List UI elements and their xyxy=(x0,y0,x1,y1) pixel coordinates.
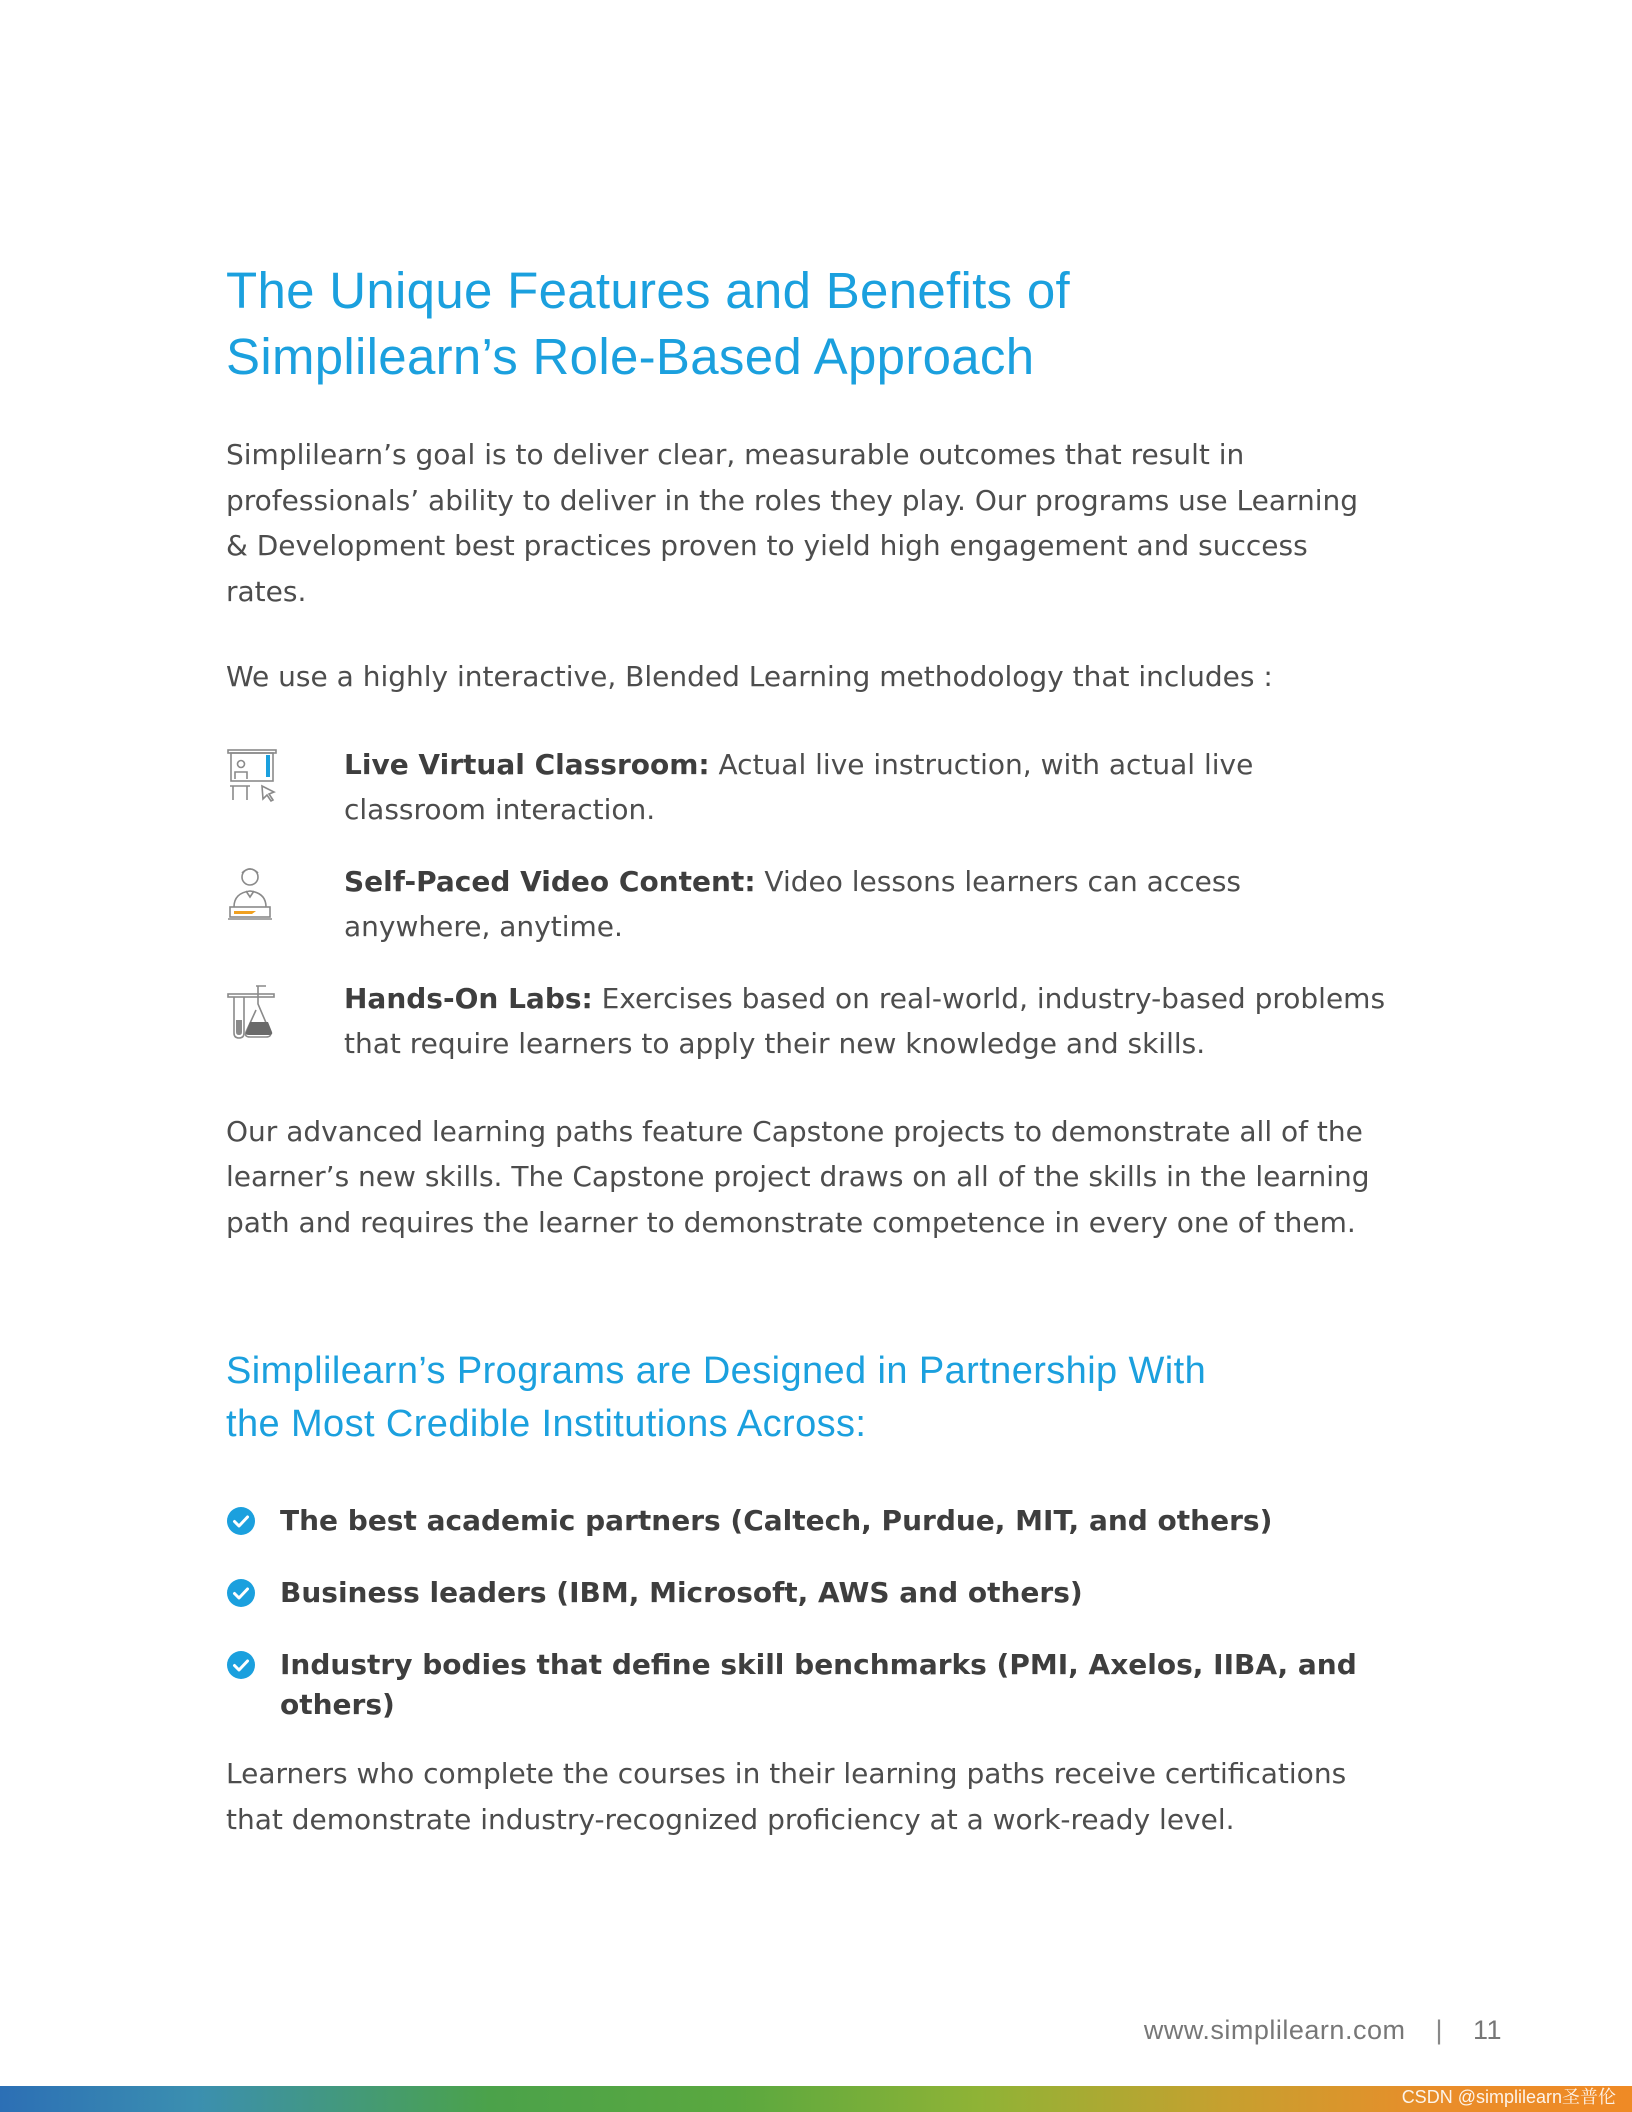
list-item xyxy=(226,1573,1386,1613)
video-learner-icon xyxy=(226,863,278,927)
page-content xyxy=(226,258,1386,1842)
footer-separator: | xyxy=(1435,2015,1443,2045)
classroom-icon xyxy=(226,746,278,810)
capstone-paragraph: Our advanced learning paths feature Capstone projects to demonstrate all of the learner’s new skills. The Capstone project draws on all of the skills in the learning path and requires the learner to demonstrate competence in every one of them. xyxy=(226,1114,1370,1239)
page-title-line-1: The Unique Features and Benefits of xyxy=(226,262,1071,319)
partners-heading-line-2: the Most Credible Institutions Across: xyxy=(226,1403,867,1445)
outro-paragraph: Learners who complete the courses in their learning paths receive certifications that demonstrate industry-recognized proficiency at a work-ready level. xyxy=(226,1757,1347,1836)
list-item xyxy=(226,1645,1386,1725)
feature-item-live-virtual-classroom xyxy=(226,742,1386,833)
check-circle-icon xyxy=(226,1506,256,1536)
feature-description: Exercises based on real-world, industry-based problems that require learners to apply their new knowledge and skills. xyxy=(344,981,1386,1060)
list-item-text: Business leaders (IBM, Microsoft, AWS and others) xyxy=(280,1576,1083,1609)
methodology-lead: We use a highly interactive, Blended Learning methodology that includes : xyxy=(226,660,1273,693)
footer-url-link[interactable]: www.simplilearn.com xyxy=(1143,2015,1406,2045)
list-item-text: Industry bodies that define skill benchmarks (PMI, Axelos, IIBA, and others) xyxy=(280,1648,1357,1721)
page-footer xyxy=(1144,2010,1502,2050)
page-number: 11 xyxy=(1472,2015,1502,2045)
feature-item-hands-on-labs xyxy=(226,976,1386,1067)
lab-flask-icon xyxy=(226,980,278,1044)
page-title xyxy=(226,258,1386,390)
feature-description: Video lessons learners can access anywhere, anytime. xyxy=(344,864,1242,943)
feature-name: Self-Paced Video Content: xyxy=(344,864,756,898)
page-title-line-2: Simplilearn’s Role-Based Approach xyxy=(226,328,1035,385)
list-item-text: The best academic partners (Caltech, Purdue, MIT, and others) xyxy=(280,1504,1273,1537)
feature-item-self-paced-video xyxy=(226,859,1386,950)
partners-heading xyxy=(226,1345,1386,1451)
feature-name: Hands-On Labs: xyxy=(344,981,593,1015)
feature-text-live-virtual-classroom xyxy=(344,742,1386,833)
list-item xyxy=(226,1501,1386,1541)
check-circle-icon xyxy=(226,1578,256,1608)
watermark-text: CSDN @simplilearn圣普伦 xyxy=(1401,2087,1616,2107)
feature-description: Actual live instruction, with actual live classroom interaction. xyxy=(344,747,1254,826)
feature-list xyxy=(226,742,1386,1067)
feature-text-hands-on-labs xyxy=(344,976,1386,1067)
feature-name: Live Virtual Classroom: xyxy=(344,747,710,781)
partners-list xyxy=(226,1501,1386,1725)
intro-paragraph: Simplilearn’s goal is to deliver clear, measurable outcomes that result in professionals’ ability to deliver in the roles they play. Our programs use Learning & Development best practices proven to yield high engagement and success rates. xyxy=(226,438,1359,608)
partners-heading-line-1: Simplilearn’s Programs are Designed in Partnership With xyxy=(226,1350,1207,1392)
bottom-gradient-bar xyxy=(0,2086,1632,2112)
feature-text-self-paced-video xyxy=(344,859,1386,950)
check-circle-icon xyxy=(226,1650,256,1680)
